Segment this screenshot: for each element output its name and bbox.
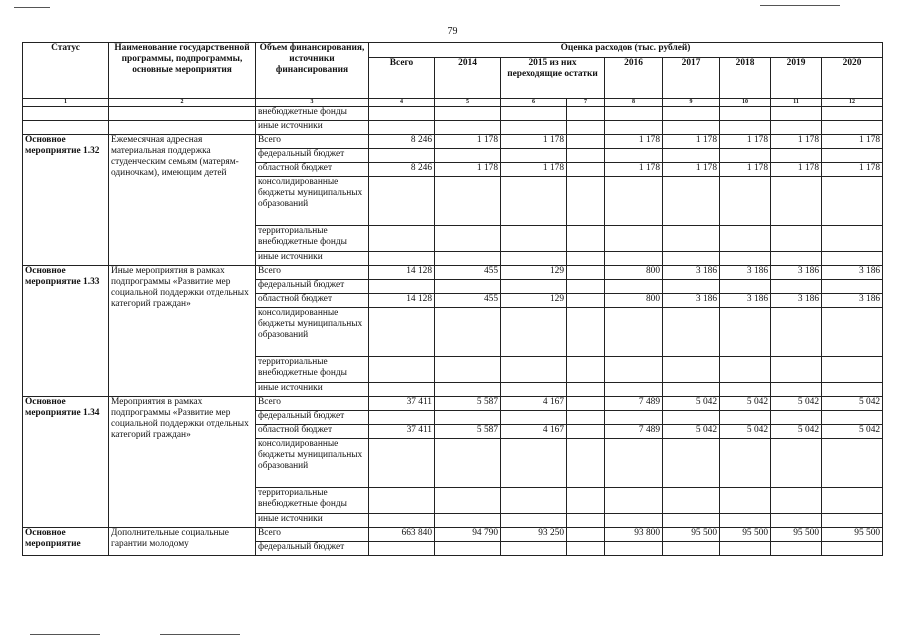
status-cell: Основное мероприятие 1.34 xyxy=(23,397,109,528)
value-cell xyxy=(771,177,822,226)
header-year-2014: 2014 xyxy=(435,58,501,99)
source-cell: иные источники xyxy=(256,514,369,528)
value-cell xyxy=(567,226,605,252)
column-number: 6 xyxy=(501,99,567,107)
value-cell: 800 xyxy=(605,266,663,280)
value-cell xyxy=(605,488,663,514)
value-cell xyxy=(663,357,720,383)
header-volume: Объем финансирования, источники финансирования xyxy=(256,43,369,99)
value-cell xyxy=(771,514,822,528)
source-cell: внебюджетные фонды xyxy=(256,107,369,121)
column-number: 12 xyxy=(822,99,883,107)
name-cell: Дополнительные социальные гарантии молодому xyxy=(109,528,256,556)
source-cell: областной бюджет xyxy=(256,425,369,439)
value-cell xyxy=(567,383,605,397)
value-cell xyxy=(771,252,822,266)
value-cell xyxy=(567,308,605,357)
value-cell xyxy=(567,280,605,294)
value-cell: 7 489 xyxy=(605,397,663,411)
value-cell xyxy=(501,542,567,556)
value-cell xyxy=(369,542,435,556)
value-cell xyxy=(435,149,501,163)
value-cell: 1 178 xyxy=(663,163,720,177)
value-cell xyxy=(567,514,605,528)
value-cell xyxy=(663,121,720,135)
value-cell xyxy=(663,411,720,425)
value-cell xyxy=(720,411,771,425)
value-cell: 1 178 xyxy=(720,135,771,149)
column-number: 3 xyxy=(256,99,369,107)
value-cell xyxy=(501,107,567,121)
value-cell: 95 500 xyxy=(720,528,771,542)
value-cell xyxy=(567,266,605,280)
value-cell: 1 178 xyxy=(822,163,883,177)
source-cell: федеральный бюджет xyxy=(256,149,369,163)
value-cell: 129 xyxy=(501,266,567,280)
value-cell: 455 xyxy=(435,294,501,308)
value-cell xyxy=(720,383,771,397)
header-year-2019: 2019 xyxy=(771,58,822,99)
value-cell xyxy=(567,163,605,177)
value-cell xyxy=(822,488,883,514)
value-cell xyxy=(720,439,771,488)
value-cell xyxy=(663,542,720,556)
name-cell: Ежемесячная адресная материальная поддержка студенческим семьям (матерям-одиночкам), имеющим детей xyxy=(109,135,256,266)
table-row xyxy=(23,121,883,135)
source-cell: областной бюджет xyxy=(256,294,369,308)
source-cell: федеральный бюджет xyxy=(256,280,369,294)
value-cell xyxy=(663,177,720,226)
value-cell: 7 489 xyxy=(605,425,663,439)
value-cell xyxy=(501,514,567,528)
value-cell xyxy=(720,177,771,226)
header-year-2015: 2015 из них переходящие остатки xyxy=(501,58,605,99)
value-cell: 3 186 xyxy=(663,294,720,308)
value-cell xyxy=(771,357,822,383)
value-cell xyxy=(771,226,822,252)
value-cell xyxy=(567,121,605,135)
value-cell: 1 178 xyxy=(605,163,663,177)
value-cell xyxy=(822,357,883,383)
value-cell: 5 042 xyxy=(663,397,720,411)
source-cell: областной бюджет xyxy=(256,163,369,177)
value-cell xyxy=(369,411,435,425)
header-name: Наименование государственной программы, подпрограммы, основные мероприятия xyxy=(109,43,256,99)
value-cell xyxy=(822,411,883,425)
source-cell: иные источники xyxy=(256,383,369,397)
value-cell xyxy=(369,252,435,266)
value-cell: 3 186 xyxy=(822,266,883,280)
status-cell xyxy=(23,121,109,135)
value-cell xyxy=(720,252,771,266)
value-cell xyxy=(771,107,822,121)
value-cell: 5 042 xyxy=(720,397,771,411)
value-cell: 37 411 xyxy=(369,425,435,439)
value-cell: 94 790 xyxy=(435,528,501,542)
value-cell: 93 800 xyxy=(605,528,663,542)
source-cell: консолидированные бюджеты муниципальных образований xyxy=(256,308,369,357)
source-cell: федеральный бюджет xyxy=(256,542,369,556)
value-cell: 1 178 xyxy=(771,135,822,149)
value-cell xyxy=(822,280,883,294)
value-cell xyxy=(771,121,822,135)
value-cell xyxy=(435,383,501,397)
source-cell: федеральный бюджет xyxy=(256,411,369,425)
value-cell: 3 186 xyxy=(822,294,883,308)
table-body xyxy=(23,99,883,556)
value-cell xyxy=(501,121,567,135)
value-cell xyxy=(369,383,435,397)
source-cell: иные источники xyxy=(256,252,369,266)
value-cell xyxy=(567,425,605,439)
value-cell xyxy=(501,383,567,397)
scan-artifact-line xyxy=(14,7,50,8)
value-cell xyxy=(605,107,663,121)
value-cell xyxy=(567,439,605,488)
value-cell xyxy=(435,488,501,514)
value-cell xyxy=(501,226,567,252)
value-cell xyxy=(771,308,822,357)
source-cell: иные источники xyxy=(256,121,369,135)
value-cell xyxy=(435,121,501,135)
value-cell xyxy=(435,357,501,383)
status-cell xyxy=(23,107,109,121)
value-cell xyxy=(501,357,567,383)
value-cell xyxy=(435,542,501,556)
value-cell xyxy=(663,439,720,488)
value-cell xyxy=(605,514,663,528)
value-cell xyxy=(771,542,822,556)
value-cell xyxy=(822,226,883,252)
value-cell: 93 250 xyxy=(501,528,567,542)
value-cell: 1 178 xyxy=(435,135,501,149)
value-cell xyxy=(663,149,720,163)
value-cell xyxy=(771,280,822,294)
value-cell: 95 500 xyxy=(771,528,822,542)
source-cell: Всего xyxy=(256,528,369,542)
column-number: 8 xyxy=(605,99,663,107)
value-cell xyxy=(720,121,771,135)
value-cell xyxy=(369,121,435,135)
value-cell xyxy=(567,252,605,266)
value-cell xyxy=(501,280,567,294)
value-cell xyxy=(771,411,822,425)
value-cell: 14 128 xyxy=(369,266,435,280)
value-cell xyxy=(605,357,663,383)
value-cell: 800 xyxy=(605,294,663,308)
page-number: 79 xyxy=(447,26,458,37)
value-cell: 5 587 xyxy=(435,425,501,439)
header-total: Всего xyxy=(369,58,435,99)
value-cell xyxy=(605,121,663,135)
value-cell xyxy=(720,542,771,556)
value-cell xyxy=(822,121,883,135)
value-cell xyxy=(567,411,605,425)
value-cell: 95 500 xyxy=(663,528,720,542)
value-cell: 3 186 xyxy=(771,266,822,280)
value-cell xyxy=(822,383,883,397)
value-cell xyxy=(605,411,663,425)
column-number: 7 xyxy=(567,99,605,107)
value-cell: 663 840 xyxy=(369,528,435,542)
value-cell xyxy=(435,107,501,121)
value-cell xyxy=(369,226,435,252)
scan-artifact-line xyxy=(30,634,100,635)
value-cell xyxy=(720,357,771,383)
value-cell xyxy=(720,149,771,163)
column-number: 11 xyxy=(771,99,822,107)
value-cell xyxy=(435,252,501,266)
value-cell xyxy=(369,357,435,383)
value-cell xyxy=(605,542,663,556)
value-cell xyxy=(435,308,501,357)
value-cell xyxy=(663,107,720,121)
value-cell xyxy=(369,177,435,226)
name-cell xyxy=(109,121,256,135)
value-cell xyxy=(605,177,663,226)
value-cell xyxy=(567,149,605,163)
value-cell: 129 xyxy=(501,294,567,308)
value-cell xyxy=(822,308,883,357)
source-cell: территориальные внебюджетные фонды xyxy=(256,488,369,514)
value-cell: 1 178 xyxy=(501,163,567,177)
column-number-row xyxy=(23,99,883,107)
value-cell: 5 042 xyxy=(822,397,883,411)
value-cell xyxy=(771,383,822,397)
column-number: 2 xyxy=(109,99,256,107)
value-cell: 5 042 xyxy=(771,397,822,411)
column-number: 1 xyxy=(23,99,109,107)
value-cell xyxy=(663,308,720,357)
value-cell xyxy=(567,135,605,149)
header-status: Статус xyxy=(23,43,109,99)
value-cell xyxy=(720,308,771,357)
status-cell: Основное мероприятие 1.32 xyxy=(23,135,109,266)
header-year-2018: 2018 xyxy=(720,58,771,99)
value-cell xyxy=(822,149,883,163)
value-cell xyxy=(720,107,771,121)
table-row xyxy=(23,107,883,121)
value-cell: 1 178 xyxy=(663,135,720,149)
value-cell xyxy=(822,177,883,226)
source-cell: Всего xyxy=(256,397,369,411)
value-cell xyxy=(501,411,567,425)
value-cell xyxy=(822,514,883,528)
source-cell: территориальные внебюджетные фонды xyxy=(256,226,369,252)
value-cell xyxy=(567,488,605,514)
value-cell: 5 042 xyxy=(822,425,883,439)
value-cell xyxy=(369,280,435,294)
header-year-2017: 2017 xyxy=(663,58,720,99)
value-cell: 1 178 xyxy=(435,163,501,177)
value-cell: 3 186 xyxy=(720,266,771,280)
value-cell xyxy=(567,357,605,383)
value-cell xyxy=(369,308,435,357)
value-cell xyxy=(435,177,501,226)
value-cell xyxy=(605,280,663,294)
source-cell: консолидированные бюджеты муниципальных образований xyxy=(256,177,369,226)
value-cell: 3 186 xyxy=(663,266,720,280)
value-cell xyxy=(501,308,567,357)
value-cell xyxy=(663,280,720,294)
status-cell: Основное мероприятие xyxy=(23,528,109,556)
value-cell xyxy=(771,149,822,163)
status-cell: Основное мероприятие 1.33 xyxy=(23,266,109,397)
value-cell xyxy=(435,514,501,528)
name-cell: Иные мероприятия в рамках подпрограммы «Развитие мер социальной поддержки отдельных категорий граждан» xyxy=(109,266,256,397)
value-cell xyxy=(605,439,663,488)
name-cell: Мероприятия в рамках подпрограммы «Развитие мер социальной поддержки отдельных категорий граждан» xyxy=(109,397,256,528)
value-cell xyxy=(435,411,501,425)
value-cell xyxy=(501,252,567,266)
value-cell xyxy=(663,252,720,266)
table-row xyxy=(23,528,883,542)
value-cell xyxy=(369,107,435,121)
value-cell: 8 246 xyxy=(369,135,435,149)
value-cell xyxy=(567,542,605,556)
value-cell xyxy=(720,514,771,528)
column-number: 5 xyxy=(435,99,501,107)
value-cell xyxy=(567,177,605,226)
value-cell xyxy=(501,439,567,488)
value-cell: 1 178 xyxy=(605,135,663,149)
value-cell xyxy=(501,149,567,163)
header-estimate: Оценка расходов (тыс. рублей) xyxy=(369,43,883,58)
header-year-2020: 2020 xyxy=(822,58,883,99)
source-cell: Всего xyxy=(256,266,369,280)
value-cell xyxy=(822,252,883,266)
value-cell: 5 587 xyxy=(435,397,501,411)
value-cell xyxy=(663,226,720,252)
column-number: 9 xyxy=(663,99,720,107)
value-cell xyxy=(435,226,501,252)
value-cell: 1 178 xyxy=(771,163,822,177)
column-number: 4 xyxy=(369,99,435,107)
value-cell xyxy=(567,397,605,411)
value-cell xyxy=(435,439,501,488)
value-cell: 3 186 xyxy=(720,294,771,308)
value-cell: 14 128 xyxy=(369,294,435,308)
value-cell xyxy=(605,383,663,397)
value-cell xyxy=(605,252,663,266)
value-cell xyxy=(663,383,720,397)
value-cell xyxy=(720,488,771,514)
source-cell: консолидированные бюджеты муниципальных образований xyxy=(256,439,369,488)
value-cell xyxy=(369,439,435,488)
value-cell xyxy=(605,226,663,252)
value-cell xyxy=(369,149,435,163)
value-cell xyxy=(605,149,663,163)
value-cell: 1 178 xyxy=(720,163,771,177)
value-cell: 37 411 xyxy=(369,397,435,411)
name-cell xyxy=(109,107,256,121)
value-cell xyxy=(822,439,883,488)
value-cell xyxy=(771,439,822,488)
header-year-2016: 2016 xyxy=(605,58,663,99)
value-cell: 5 042 xyxy=(663,425,720,439)
scan-artifact-line xyxy=(760,5,840,6)
value-cell xyxy=(501,488,567,514)
budget-table xyxy=(22,42,883,556)
value-cell: 5 042 xyxy=(720,425,771,439)
source-cell: Всего xyxy=(256,135,369,149)
value-cell xyxy=(822,107,883,121)
value-cell xyxy=(771,488,822,514)
value-cell: 3 186 xyxy=(771,294,822,308)
value-cell: 1 178 xyxy=(501,135,567,149)
value-cell: 4 167 xyxy=(501,397,567,411)
table-row xyxy=(23,135,883,149)
value-cell xyxy=(720,226,771,252)
value-cell xyxy=(435,280,501,294)
source-cell: территориальные внебюджетные фонды xyxy=(256,357,369,383)
value-cell xyxy=(567,294,605,308)
column-number: 10 xyxy=(720,99,771,107)
scan-artifact-line xyxy=(160,634,240,635)
value-cell xyxy=(369,514,435,528)
value-cell xyxy=(822,542,883,556)
value-cell xyxy=(663,514,720,528)
value-cell: 455 xyxy=(435,266,501,280)
table-row xyxy=(23,266,883,280)
value-cell xyxy=(567,528,605,542)
value-cell xyxy=(720,280,771,294)
value-cell: 8 246 xyxy=(369,163,435,177)
value-cell: 4 167 xyxy=(501,425,567,439)
value-cell xyxy=(663,488,720,514)
value-cell: 1 178 xyxy=(822,135,883,149)
value-cell xyxy=(605,308,663,357)
value-cell: 95 500 xyxy=(822,528,883,542)
value-cell: 5 042 xyxy=(771,425,822,439)
value-cell xyxy=(567,107,605,121)
table-row xyxy=(23,397,883,411)
value-cell xyxy=(501,177,567,226)
value-cell xyxy=(369,488,435,514)
